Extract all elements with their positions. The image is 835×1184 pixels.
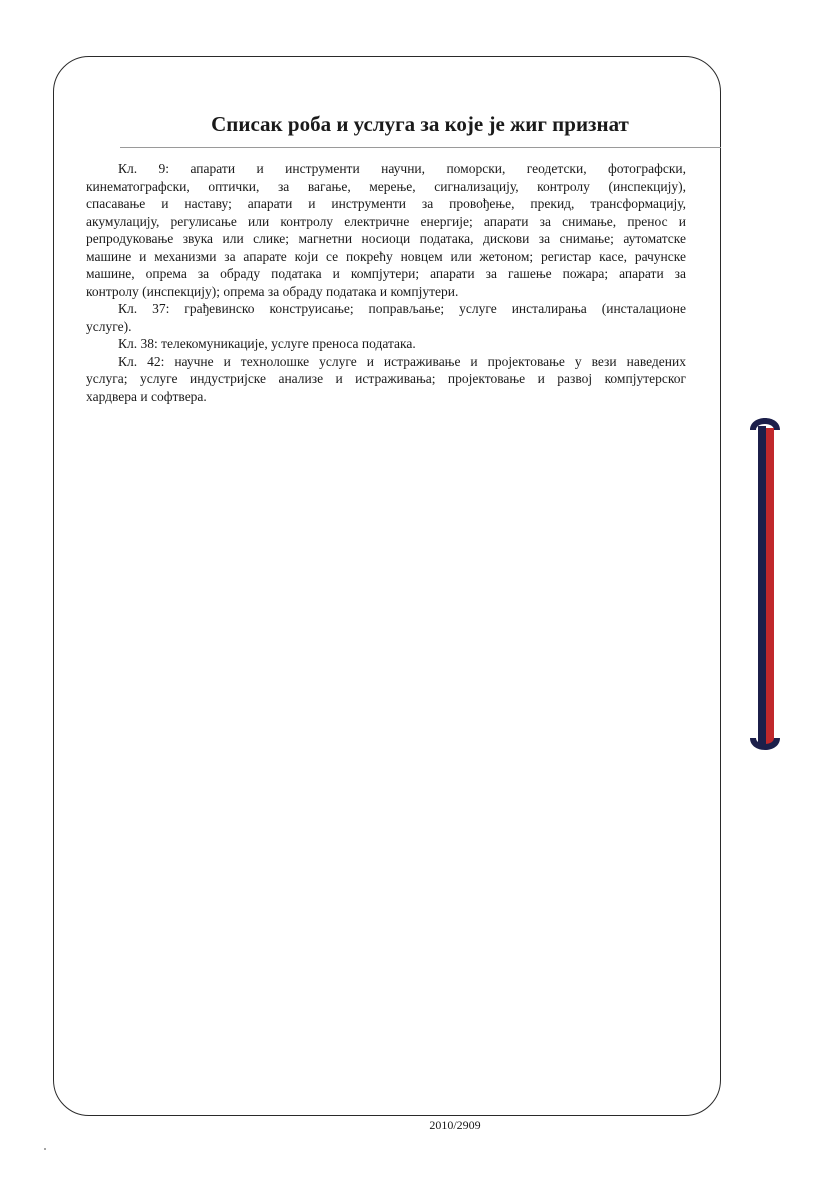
registration-number: 2010/2909 bbox=[429, 1118, 481, 1132]
ribbon-red-strip bbox=[766, 428, 774, 744]
class-9-line-4: акумулацију, регулисање или контролу електричне енергије; апарати за снимање, пренос и bbox=[86, 213, 686, 229]
class-9-line-8: контролу (инспекцију); опрема за обраду података и компјутери. bbox=[86, 283, 459, 299]
scan-speck bbox=[44, 1148, 46, 1150]
goods-services-list bbox=[86, 160, 686, 405]
ribbon-navy-strip bbox=[758, 426, 766, 744]
class-42-paragraph bbox=[86, 353, 686, 406]
class-9-line-5: репродуковање звука или слике; магнетни носиоци података, дискови за снимање; аутоматске bbox=[86, 231, 686, 246]
title-divider bbox=[120, 147, 721, 148]
binding-ribbon-icon bbox=[748, 408, 782, 760]
class-37-paragraph bbox=[86, 300, 686, 335]
class-9-line-6: машине и механизми за апарате који се покрећу новцем или жетоном; регистар касе, рачунске bbox=[86, 248, 686, 264]
class-38-paragraph bbox=[118, 335, 686, 353]
class-38-line-1: Кл. 38: телекомуникације, услуге преноса података. bbox=[118, 336, 416, 351]
class-42-line-2: услуга; услуге индустријске анализе и истраживања; пројектовање и развој компјутерског bbox=[86, 371, 686, 386]
class-9-line-3: спасавање и наставу; апарати и инструменти за провођење, прекид, трансформацију, bbox=[86, 196, 686, 211]
class-42-line-3: хардвера и софтвера. bbox=[86, 388, 207, 404]
class-42-line-1: Кл. 42: научне и технолошке услуге и истраживање и пројектовање у вези наведених bbox=[118, 353, 686, 369]
class-37-line-2: услуге). bbox=[86, 318, 132, 334]
class-37-line-1: Кл. 37: грађевинско конструисање; поправљање; услуге инсталирања (инсталационе bbox=[118, 301, 686, 316]
document-title: Списак роба и услуга за које је жиг признат bbox=[211, 112, 629, 136]
class-9-line-7: машине, опрема за обраду података и компјутери; апарати за гашење пожара; апарати за bbox=[86, 266, 686, 281]
class-9-line-1: Кл. 9: апарати и инструменти научни, поморски, геодетски, фотографски, bbox=[118, 161, 686, 176]
class-9-line-2: кинематографски, оптички, за вагање, мерење, сигнализацију, контролу (инспекцију), bbox=[86, 178, 686, 194]
class-9-paragraph bbox=[86, 160, 686, 300]
